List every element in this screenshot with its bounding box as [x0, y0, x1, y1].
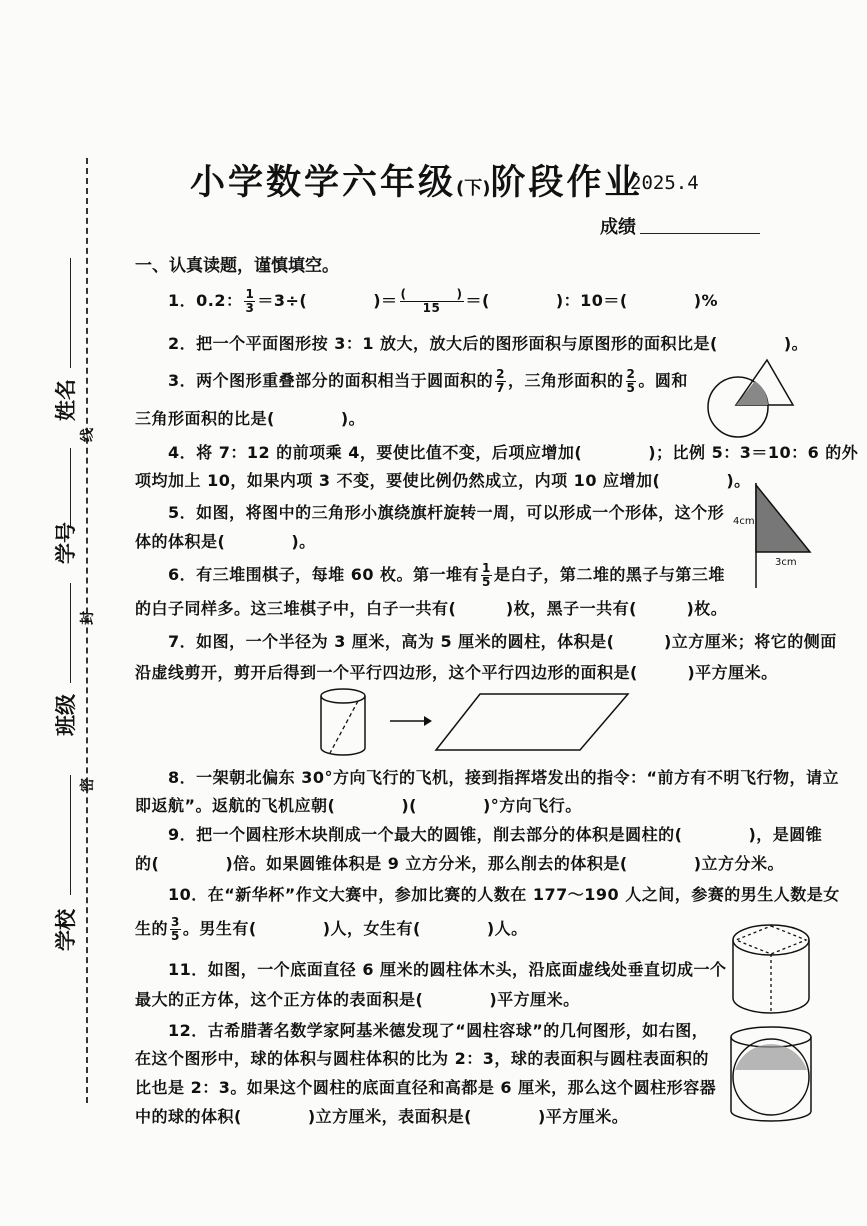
q6-fraction — [481, 562, 492, 589]
q6-frac-num: 1 — [482, 561, 491, 575]
q3-frac2-den: 5 — [626, 381, 636, 395]
name-label: 姓名 — [54, 379, 78, 421]
question-12-line2: 在这个图形中，球的体积与圆柱体积的比为 2：3，球的表面积与圆柱表面积的 — [135, 1049, 709, 1068]
question-1 — [168, 288, 718, 315]
section-title: 一、认真读题，谨慎填空。 — [135, 256, 339, 276]
question-8-line1: 8．一架朝北偏东 30°方向飞行的飞机，接到指挥塔发出的指令：“前方有不明飞行物，请立 — [168, 768, 839, 787]
title-date: 2025.4 — [630, 172, 699, 194]
q6-frac-den: 5 — [482, 575, 491, 589]
question-5-line1: 5．如图，将图中的三角形小旗绕旗杆旋转一周，可以形成一个形体，这个形 — [168, 503, 725, 522]
title-end: 阶段作业 — [490, 163, 643, 203]
seal-char-seal: 封 — [80, 611, 96, 625]
question-4-line2: 项均加上 10，如果内项 3 不变，要使比例仍然成立，内项 10 应增加( )。 — [135, 471, 751, 490]
question-10-line2 — [135, 916, 528, 943]
question-11-line2: 最大的正方体，这个正方体的表面积是( )平方厘米。 — [135, 990, 580, 1009]
question-11-line1: 11．如图，一个底面直径 6 厘米的圆柱体木头，沿底面虚线处垂直切成一个 — [168, 960, 727, 979]
q3-fraction-2 — [626, 368, 637, 395]
q3-text-a: 3．两个图形重叠部分的面积相当于圆面积的 — [168, 371, 494, 390]
question-12-line3: 比也是 2：3。如果这个圆柱的底面直径和高都是 6 厘米，那么这个圆柱形容器 — [135, 1078, 717, 1097]
question-4-line1: 4．将 7：12 的前项乘 4，要使比值不变，后项应增加( )；比例 5：3＝10：6 的外 — [168, 443, 859, 462]
cylinder-to-parallelogram-figure — [318, 686, 638, 758]
q10-text-b: 。男生有( )人，女生有( )人。 — [182, 919, 528, 938]
question-12-line1: 12．古希腊著名数学家阿基米德发现了“圆柱容球”的几何图形，如右图， — [168, 1021, 709, 1040]
question-9-line2: 的( )倍。如果圆锥体积是 9 立方分米，那么削去的体积是( )立方分米。 — [135, 854, 785, 873]
score-blank — [640, 233, 760, 234]
q10-text-a: 生的 — [135, 919, 169, 938]
binding-dashed-line — [86, 158, 88, 1103]
question-7-line2: 沿虚线剪开，剪开后得到一个平行四边形，这个平行四边形的面积是( )平方厘米。 — [135, 663, 778, 682]
number-blank-line — [70, 448, 71, 528]
q1-text-a: 1．0.2： — [168, 291, 243, 310]
flag-height-label: 4cm — [733, 516, 755, 527]
number-label: 学号 — [54, 522, 78, 564]
name-blank-line — [70, 258, 71, 368]
q10-frac-num: 3 — [171, 915, 180, 929]
question-5-line2: 体的体积是( )。 — [135, 532, 316, 551]
q6-text-b: 是白子，第二堆的黑子与第三堆 — [493, 565, 725, 584]
question-3-line2: 三角形面积的比是( )。 — [135, 409, 366, 428]
seal-char-line: 线 — [80, 428, 96, 442]
q1-frac1-den: 3 — [245, 301, 255, 315]
question-8-line2: 即返航”。返航的飞机应朝( )( )°方向飞行。 — [135, 796, 582, 815]
class-label: 班级 — [54, 694, 78, 736]
q3-text-b: ，三角形面积的 — [508, 371, 624, 390]
q1-frac1-num: 1 — [245, 287, 255, 301]
q3-fraction-1 — [495, 368, 506, 395]
question-10-line1: 10．在“新华杯”作文大赛中，参加比赛的人数在 177～190 人之间，参赛的男生人数是女 — [168, 885, 840, 904]
question-7-line1: 7．如图，一个半径为 3 厘米，高为 5 厘米的圆柱，体积是( )立方厘米；将它的侧面 — [168, 632, 837, 651]
question-6-line1 — [168, 562, 725, 589]
q1-frac2-den: 15 — [422, 301, 441, 315]
sphere-in-cylinder-figure — [726, 1025, 826, 1125]
q1-fraction-2 — [400, 288, 464, 315]
title-main: 小学数学六年级 — [190, 163, 457, 203]
page-title — [190, 155, 642, 205]
cylinder-cube-figure — [726, 920, 826, 1018]
class-blank-line — [70, 583, 71, 683]
q10-fraction — [170, 916, 181, 943]
q1-text-c: ＝( )：10＝( )% — [465, 291, 719, 310]
q1-fraction-1 — [244, 288, 255, 315]
q3-frac1-num: 2 — [496, 367, 505, 381]
school-blank-line — [70, 775, 71, 895]
score-label: 成绩 — [600, 217, 636, 238]
title-paren: (下) — [456, 178, 491, 199]
q1-frac2-num: ( ) — [400, 287, 463, 301]
q3-text-c: 。圆和 — [638, 371, 688, 390]
q3-frac2-num: 2 — [626, 367, 636, 381]
question-3-line1 — [168, 368, 688, 395]
seal-char-secret: 密 — [80, 778, 96, 792]
question-12-line4: 中的球的体积( )立方厘米，表面积是( )平方厘米。 — [135, 1107, 629, 1126]
q3-frac1-den: 7 — [496, 381, 505, 395]
q1-text-b: ＝3÷( )＝ — [257, 291, 398, 310]
flag-triangle-figure — [726, 480, 826, 590]
q6-text-a: 6．有三堆围棋子，每堆 60 枚。第一堆有 — [168, 565, 480, 584]
question-6-line2: 的白子同样多。这三堆棋子中，白子一共有( )枚，黑子一共有( )枚。 — [135, 599, 728, 618]
q10-frac-den: 5 — [171, 929, 180, 943]
school-label: 学校 — [54, 909, 78, 951]
flag-width-label: 3cm — [775, 557, 797, 568]
question-9-line1: 9．把一个圆柱形木块削成一个最大的圆锥，削去部分的体积是圆柱的( )，是圆锥 — [168, 825, 823, 844]
question-2: 2．把一个平面图形按 3：1 放大，放大后的图形面积与原图形的面积比是( )。 — [168, 334, 809, 353]
